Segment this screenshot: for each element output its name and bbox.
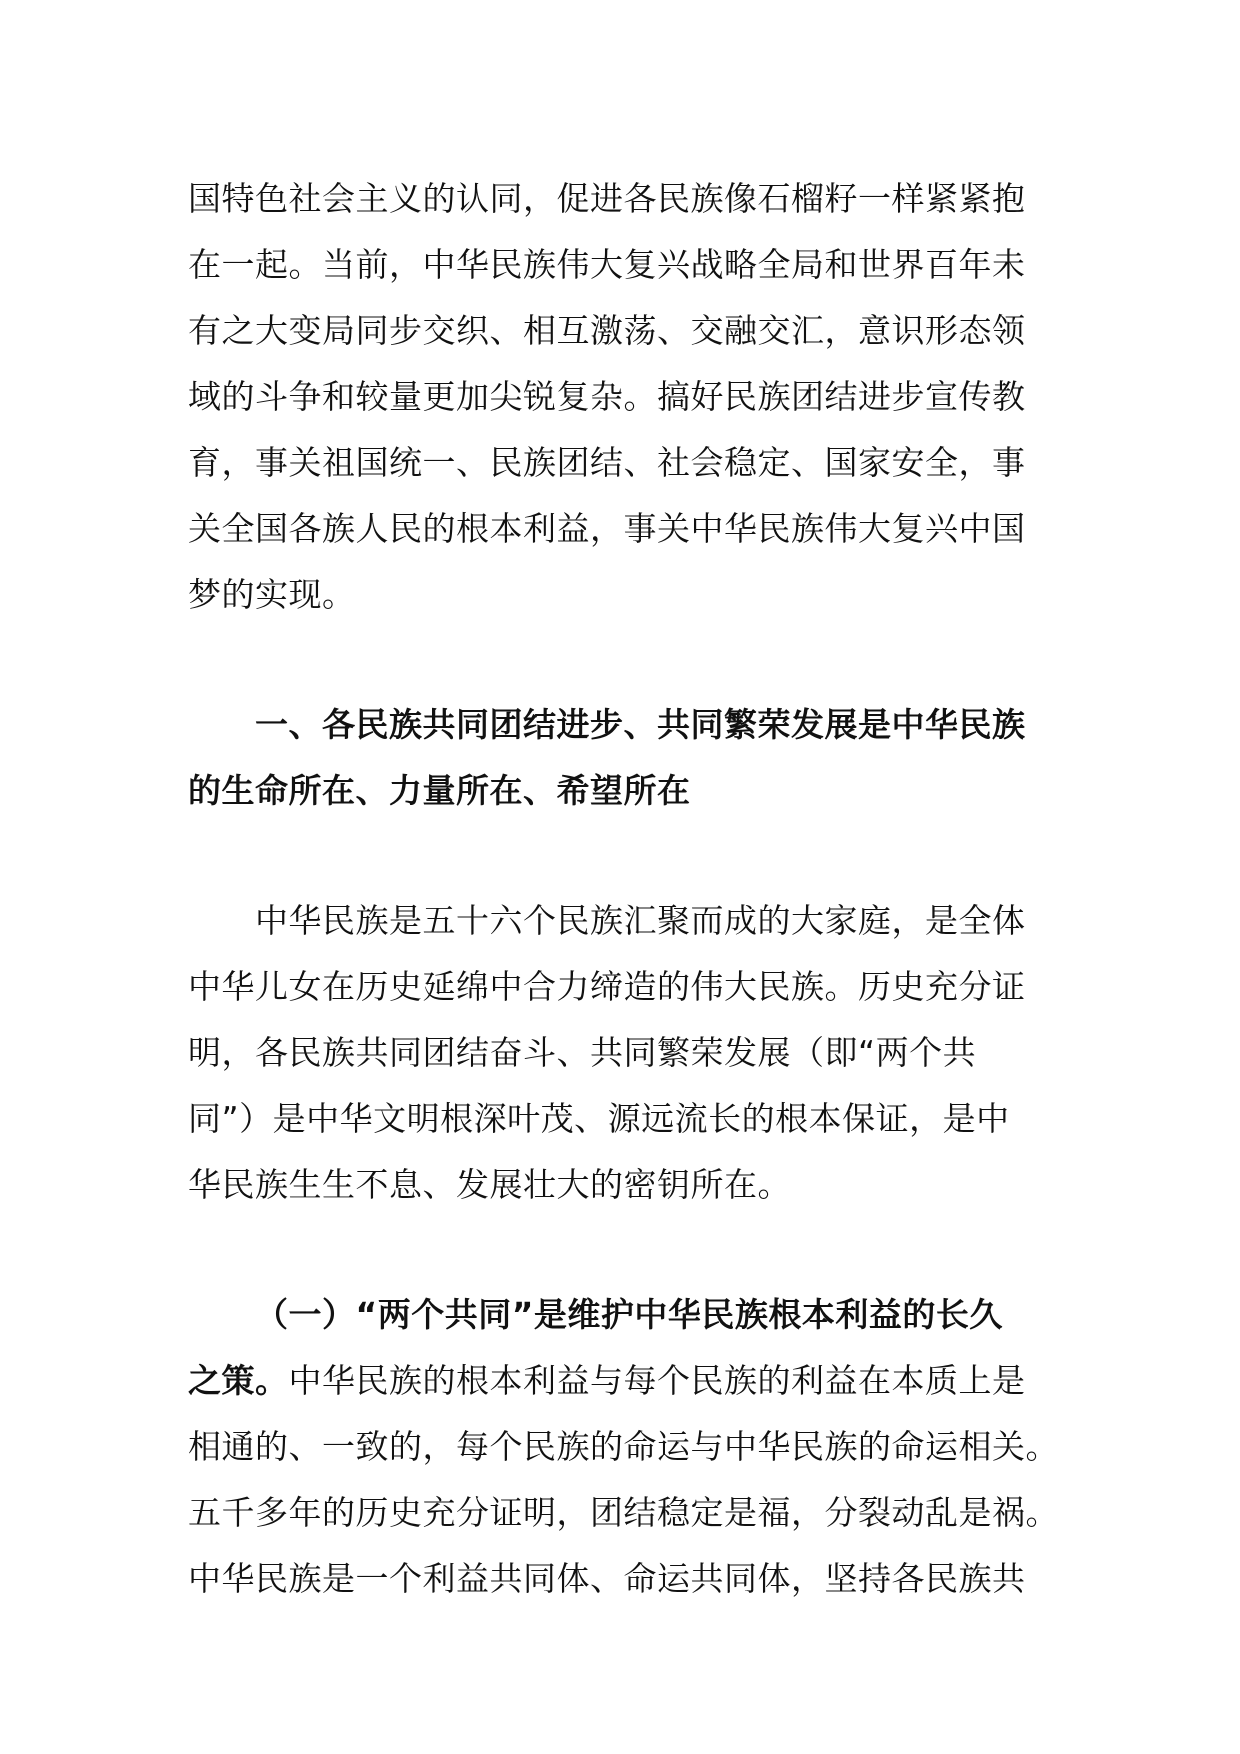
text-line: 育，事关祖国统一、民族团结、社会稳定、国家安全，事 bbox=[188, 443, 1026, 482]
subheading-line: （一）“两个共同”是维护中华民族根本利益的长久 bbox=[255, 1295, 1003, 1334]
text-line: 域的斗争和较量更加尖锐复杂。搞好民族团结进步宣传教 bbox=[188, 377, 1026, 416]
text-line: 梦的实现。 bbox=[188, 575, 356, 614]
heading-line: 的生命所在、力量所在、希望所在 bbox=[188, 771, 691, 810]
text-line: 中华民族是一个利益共同体、命运共同体，坚持各民族共 bbox=[188, 1559, 1026, 1598]
text-line: 明，各民族共同团结奋斗、共同繁荣发展（即“两个共 bbox=[188, 1033, 977, 1072]
heading-line: 一、各民族共同团结进步、共同繁荣发展是中华民族 bbox=[255, 705, 1026, 744]
document-body bbox=[188, 166, 1059, 1612]
text-line bbox=[188, 1348, 1028, 1414]
intro-paragraph bbox=[188, 166, 1028, 628]
body-paragraph bbox=[188, 888, 1028, 1218]
text-line: 有之大变局同步交织、相互激荡、交融交汇，意识形态领 bbox=[188, 311, 1026, 350]
text-line: 中华民族是五十六个民族汇聚而成的大家庭，是全体 bbox=[255, 901, 1026, 940]
text-line: 华民族生生不息、发展壮大的密钥所在。 bbox=[188, 1165, 791, 1204]
text-line: 中华儿女在历史延绵中合力缔造的伟大民族。历史充分证 bbox=[188, 967, 1026, 1006]
section-heading bbox=[188, 692, 1028, 824]
subheading-tail: 之策。 bbox=[188, 1361, 289, 1400]
text-line: 五千多年的历史充分证明，团结稳定是福，分裂动乱是祸。 bbox=[188, 1493, 1059, 1532]
text-span: 中华民族的根本利益与每个民族的利益在本质上是 bbox=[288, 1361, 1026, 1400]
paragraph-gap bbox=[188, 1218, 1028, 1282]
text-line: 相通的、一致的，每个民族的命运与中华民族的命运相关。 bbox=[188, 1427, 1059, 1466]
paragraph-gap bbox=[188, 824, 1028, 888]
text-line: 同”）是中华文明根深叶茂、源远流长的根本保证，是中 bbox=[188, 1099, 1010, 1138]
paragraph-gap bbox=[188, 628, 1028, 692]
text-line: 在一起。当前，中华民族伟大复兴战略全局和世界百年未 bbox=[188, 245, 1026, 284]
text-line: 国特色社会主义的认同，促进各民族像石榴籽一样紧紧抱 bbox=[188, 179, 1026, 218]
text-line: 关全国各族人民的根本利益，事关中华民族伟大复兴中国 bbox=[188, 509, 1026, 548]
subsection-paragraph bbox=[188, 1282, 1059, 1612]
